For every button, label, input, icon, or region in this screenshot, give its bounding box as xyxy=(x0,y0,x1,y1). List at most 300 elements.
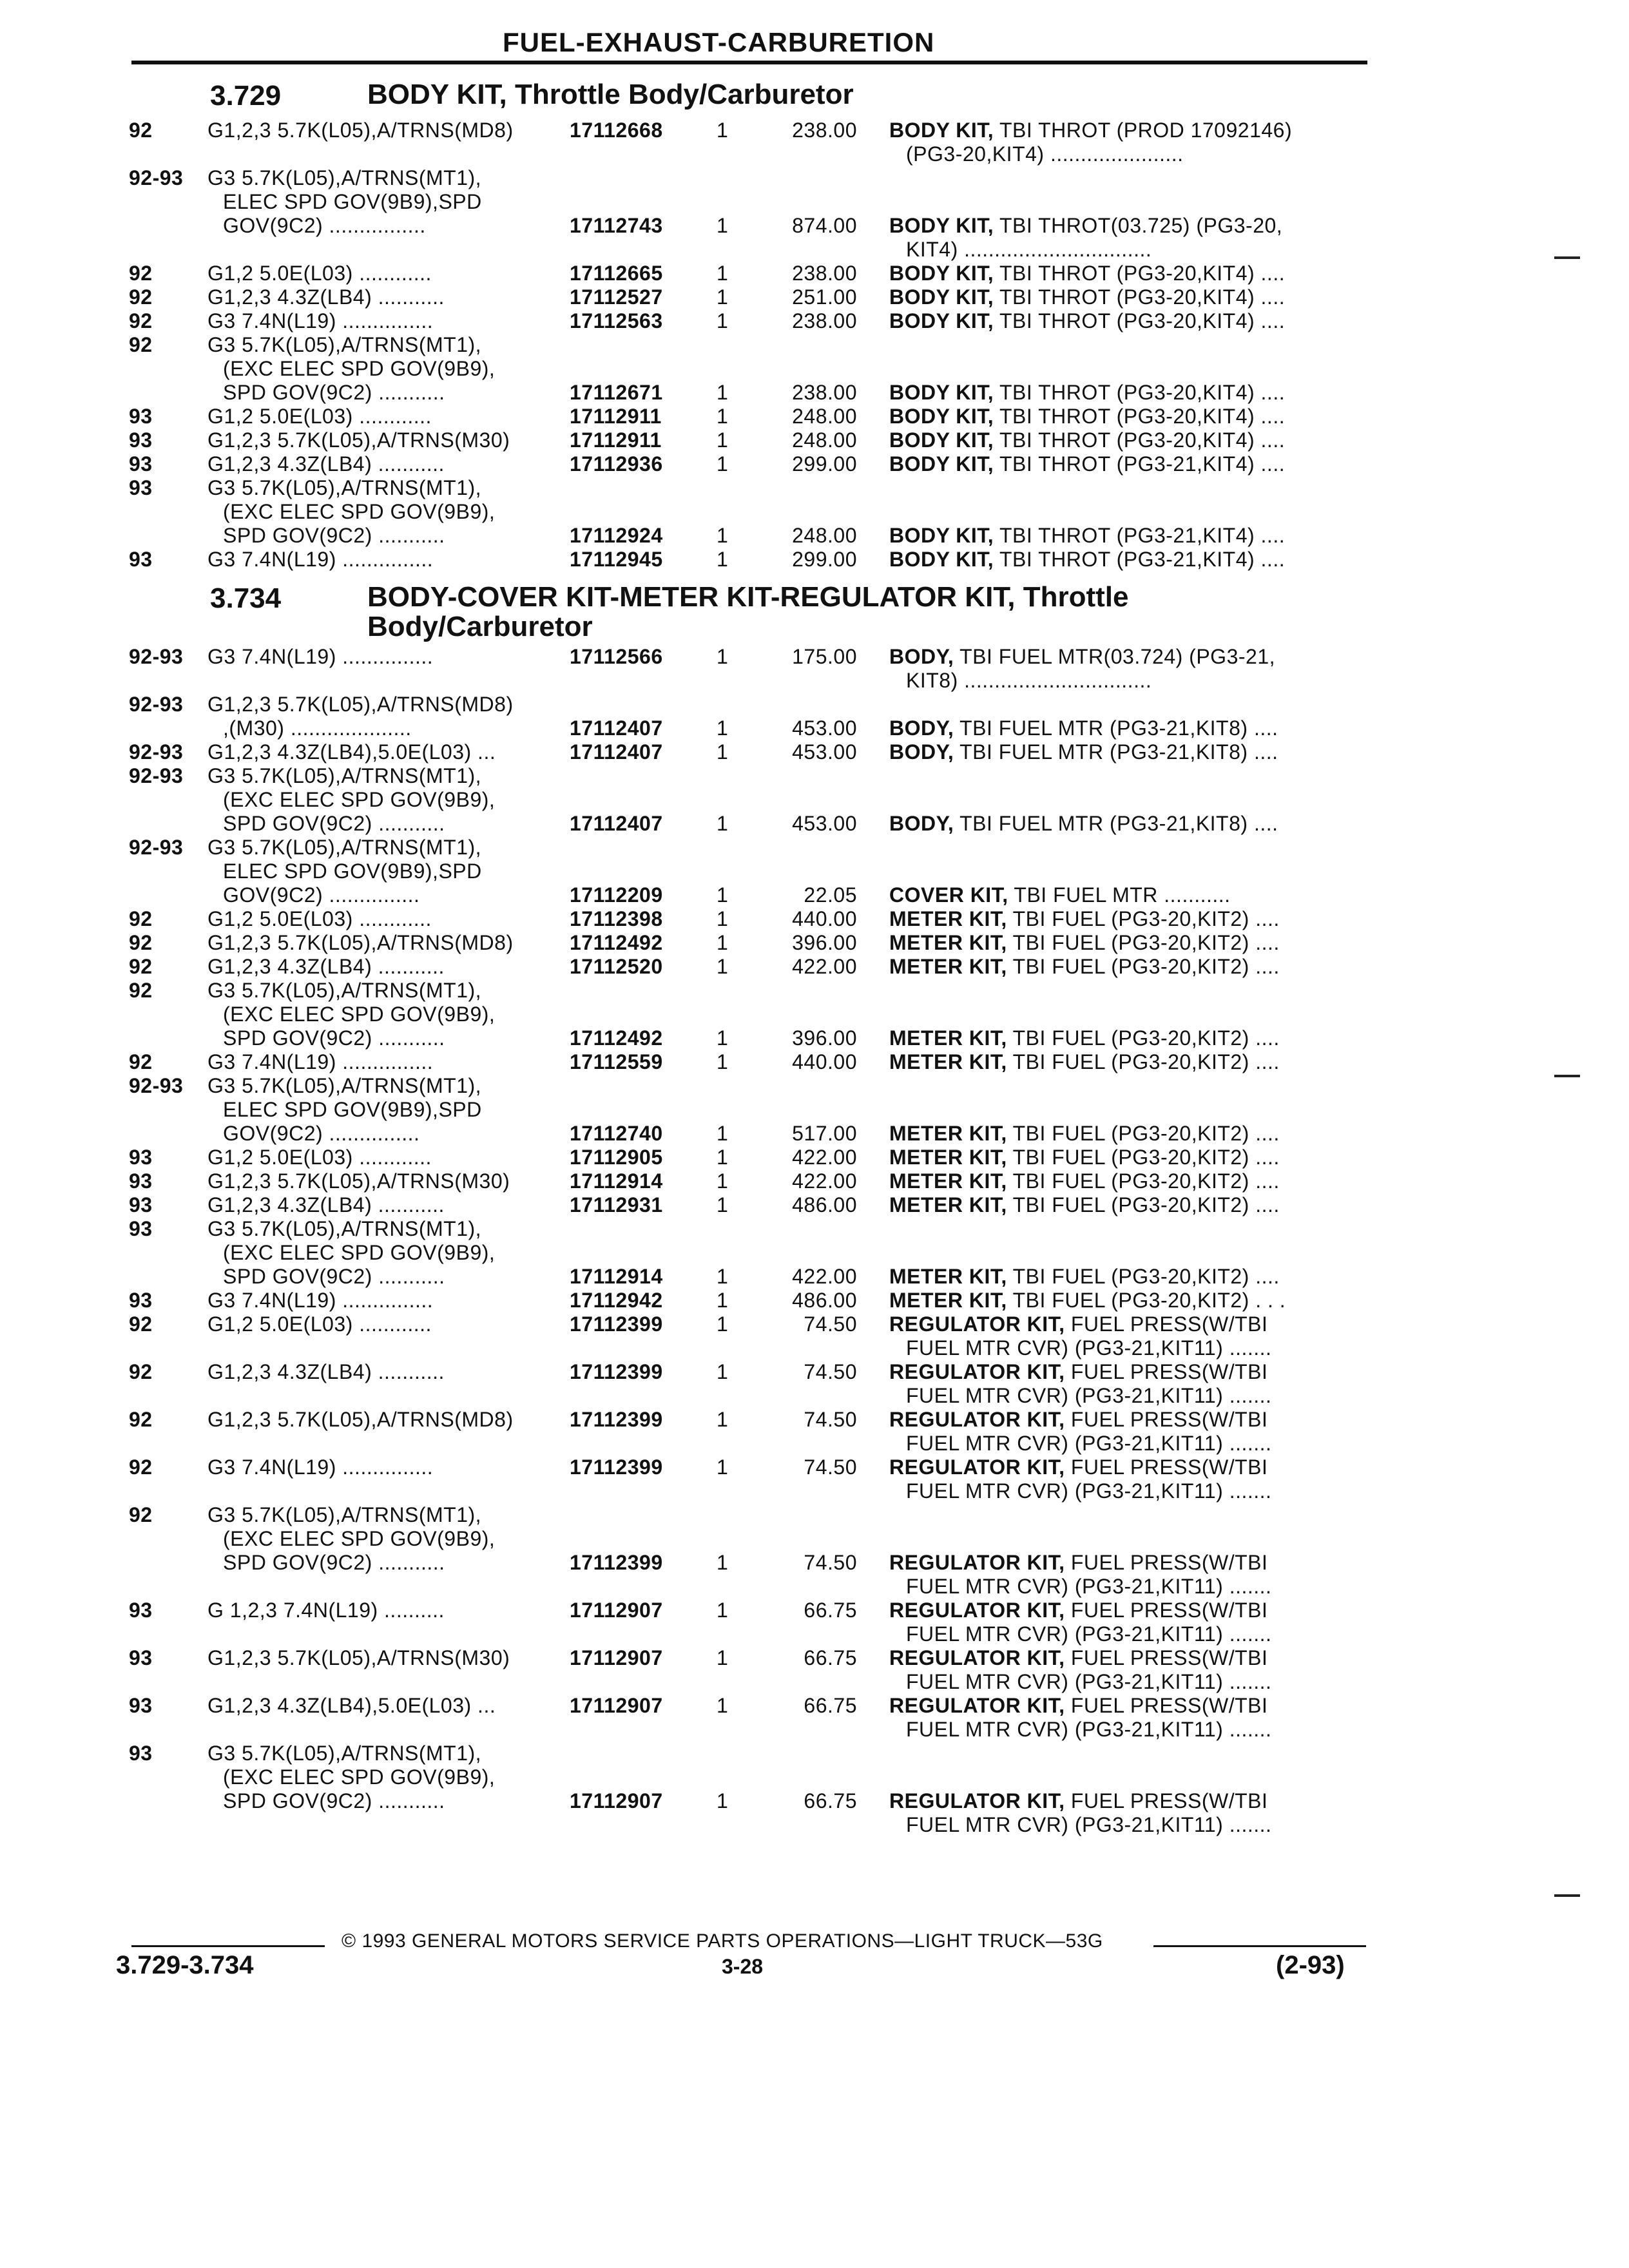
description-line xyxy=(889,1169,1366,1193)
application-line: G3 5.7K(L05),A/TRNS(MT1), xyxy=(207,476,482,499)
description-kind: METER KIT, xyxy=(889,907,1007,930)
application-line: G 1,2,3 7.4N(L19) .......... xyxy=(207,1599,445,1622)
application-line: (EXC ELEC SPD GOV(9B9), xyxy=(223,357,496,380)
price: 251.00 xyxy=(792,285,857,309)
price: 440.00 xyxy=(792,907,857,930)
description-text: TBI THROT (PG3-20,KIT4) .... xyxy=(994,381,1286,404)
model-year: 92 xyxy=(129,1312,153,1336)
part-number: 17112668 xyxy=(570,119,663,142)
description-line xyxy=(889,1789,1366,1813)
section-title xyxy=(367,582,1129,642)
section-title-line2: Body/Carburetor xyxy=(367,611,593,642)
description-text: TBI THROT (PG3-21,KIT4) .... xyxy=(994,548,1286,571)
part-number: 17112914 xyxy=(570,1169,663,1193)
application xyxy=(207,1360,555,1384)
description xyxy=(889,883,1366,907)
section-title-line1: BODY KIT, Throttle Body/Carburetor xyxy=(367,79,854,110)
description-text: TBI THROT(03.725) (PG3-20, xyxy=(994,214,1283,237)
table-row xyxy=(0,262,1629,285)
price: 238.00 xyxy=(792,381,857,404)
application-line: G3 7.4N(L19) ............... xyxy=(207,309,434,332)
quantity: 1 xyxy=(717,405,729,428)
application xyxy=(207,955,555,979)
application-line: (EXC ELEC SPD GOV(9B9), xyxy=(223,500,496,523)
application-line: (EXC ELEC SPD GOV(9B9), xyxy=(223,1003,496,1026)
description-line xyxy=(889,1575,1366,1599)
page-header-title: FUEL-EXHAUST-CARBURETION xyxy=(503,27,935,57)
description-text: FUEL PRESS(W/TBI xyxy=(1065,1646,1268,1669)
application-line: SPD GOV(9C2) ........... xyxy=(223,1551,445,1574)
application xyxy=(207,1599,555,1622)
footer-rule-left xyxy=(131,1945,325,1947)
description-text: (PG3-20,KIT4) ...................... xyxy=(906,142,1184,166)
model-year: 92-93 xyxy=(129,1074,184,1097)
price: 66.75 xyxy=(804,1646,857,1669)
application-line: G1,2,3 5.7K(L05),A/TRNS(M30) xyxy=(207,1646,510,1669)
description-text: FUEL PRESS(W/TBI xyxy=(1065,1456,1268,1479)
application-line: G1,2,3 4.3Z(LB4) ........... xyxy=(207,1360,445,1383)
description-line xyxy=(889,883,1366,907)
quantity: 1 xyxy=(717,309,729,332)
application-line: G1,2 5.0E(L03) ............ xyxy=(207,405,432,428)
description-line xyxy=(889,405,1366,428)
description-text: FUEL PRESS(W/TBI xyxy=(1065,1360,1268,1383)
footer-section-range: 3.729-3.734 xyxy=(116,1951,254,1979)
description-line xyxy=(889,214,1366,238)
description xyxy=(889,214,1366,262)
price: 422.00 xyxy=(792,1146,857,1169)
quantity: 1 xyxy=(717,381,729,404)
footer-revision-date: (2-93) xyxy=(1276,1951,1345,1979)
application-line: G1,2,3 5.7K(L05),A/TRNS(M30) xyxy=(207,428,510,452)
description xyxy=(889,262,1366,285)
application xyxy=(207,428,555,452)
part-number: 17112407 xyxy=(570,716,663,740)
description-text: TBI FUEL MTR(03.724) (PG3-21, xyxy=(954,645,1275,668)
description-line xyxy=(889,1146,1366,1169)
description-text: FUEL PRESS(W/TBI xyxy=(1065,1694,1268,1717)
description-kind: BODY, xyxy=(889,716,954,740)
application xyxy=(207,333,555,405)
part-number: 17112399 xyxy=(570,1360,663,1383)
part-number: 17112907 xyxy=(570,1599,663,1622)
description-kind: BODY KIT, xyxy=(889,119,994,142)
table-row xyxy=(0,740,1629,764)
description-kind: BODY KIT, xyxy=(889,548,994,571)
description xyxy=(889,381,1366,405)
description xyxy=(889,1169,1366,1193)
part-number: 17112911 xyxy=(570,428,662,452)
description-kind: REGULATOR KIT, xyxy=(889,1694,1065,1717)
description-kind: METER KIT, xyxy=(889,1265,1007,1288)
application xyxy=(207,645,555,669)
application-line: G1,2,3 4.3Z(LB4) ........... xyxy=(207,285,445,309)
table-row xyxy=(0,1074,1629,1146)
price: 422.00 xyxy=(792,955,857,978)
model-year: 93 xyxy=(129,1146,153,1169)
description xyxy=(889,1456,1366,1503)
description-text: FUEL MTR CVR) (PG3-21,KIT11) ....... xyxy=(906,1670,1272,1693)
table-row xyxy=(0,1360,1629,1408)
description-text: TBI THROT (PG3-20,KIT4) .... xyxy=(994,405,1286,428)
quantity: 1 xyxy=(717,645,729,668)
quantity: 1 xyxy=(717,1193,729,1216)
table-row xyxy=(0,1193,1629,1217)
table-row xyxy=(0,119,1629,166)
price: 74.50 xyxy=(804,1360,857,1383)
part-number: 17112399 xyxy=(570,1551,663,1574)
price: 453.00 xyxy=(792,740,857,764)
description-kind: BODY KIT, xyxy=(889,262,994,285)
description-line xyxy=(889,1289,1366,1312)
application xyxy=(207,1646,555,1670)
description-kind: BODY, xyxy=(889,740,954,764)
description xyxy=(889,452,1366,476)
part-number: 17112931 xyxy=(570,1193,663,1216)
application-line: G3 5.7K(L05),A/TRNS(MT1), xyxy=(207,333,482,356)
part-number: 17112911 xyxy=(570,405,662,428)
application-line: G1,2 5.0E(L03) ............ xyxy=(207,1312,432,1336)
model-year: 93 xyxy=(129,1599,153,1622)
application xyxy=(207,1289,555,1312)
application xyxy=(207,1193,555,1217)
table-row xyxy=(0,476,1629,548)
model-year: 92 xyxy=(129,309,153,332)
model-year: 92 xyxy=(129,955,153,978)
quantity: 1 xyxy=(717,1789,729,1812)
price: 238.00 xyxy=(792,262,857,285)
description-kind: METER KIT, xyxy=(889,1026,1007,1050)
table-row xyxy=(0,836,1629,907)
description-text: TBI THROT (PG3-20,KIT4) .... xyxy=(994,309,1286,332)
description-text: TBI FUEL (PG3-20,KIT2) .... xyxy=(1007,1122,1280,1145)
table-row xyxy=(0,166,1629,262)
model-year: 92 xyxy=(129,907,153,930)
model-year: 93 xyxy=(129,405,153,428)
description-text: FUEL PRESS(W/TBI xyxy=(1065,1408,1268,1431)
application-line: G1,2 5.0E(L03) ............ xyxy=(207,907,432,930)
quantity: 1 xyxy=(717,1694,729,1717)
part-number: 17112492 xyxy=(570,1026,663,1050)
description-text: FUEL PRESS(W/TBI xyxy=(1065,1551,1268,1574)
table-row xyxy=(0,1217,1629,1289)
description-text: FUEL MTR CVR) (PG3-21,KIT11) ....... xyxy=(906,1479,1272,1503)
description-kind: REGULATOR KIT, xyxy=(889,1551,1065,1574)
margin-mark xyxy=(1554,256,1580,259)
part-number: 17112520 xyxy=(570,955,663,978)
footer-rule-right xyxy=(1153,1945,1366,1947)
description-kind: BODY, xyxy=(889,812,954,835)
application-line: G3 7.4N(L19) ............... xyxy=(207,1050,434,1073)
description-text: TBI FUEL (PG3-20,KIT2) .... xyxy=(1007,1050,1280,1073)
section-number: 3.734 xyxy=(210,582,282,614)
table-row xyxy=(0,1503,1629,1599)
table-row xyxy=(0,1599,1629,1646)
application xyxy=(207,405,555,428)
application xyxy=(207,979,555,1050)
description xyxy=(889,428,1366,452)
application-line: ,(M30) .................... xyxy=(223,716,412,740)
description-text: FUEL PRESS(W/TBI xyxy=(1065,1312,1268,1336)
model-year: 92 xyxy=(129,931,153,954)
table-row xyxy=(0,1694,1629,1742)
application xyxy=(207,1456,555,1479)
description xyxy=(889,1646,1366,1694)
description-line xyxy=(889,645,1366,669)
model-year: 93 xyxy=(129,1742,153,1765)
model-year: 93 xyxy=(129,1169,153,1193)
description-text: TBI THROT (PG3-20,KIT4) .... xyxy=(994,285,1286,309)
model-year: 93 xyxy=(129,1193,153,1216)
application xyxy=(207,166,555,238)
description-kind: BODY, xyxy=(889,645,954,668)
description xyxy=(889,1789,1366,1837)
description-line xyxy=(889,119,1366,142)
application-line: G3 7.4N(L19) ............... xyxy=(207,645,434,668)
quantity: 1 xyxy=(717,119,729,142)
description-kind: BODY KIT, xyxy=(889,452,994,476)
description-line xyxy=(889,1670,1366,1694)
quantity: 1 xyxy=(717,214,729,237)
model-year: 92-93 xyxy=(129,645,184,668)
description-line xyxy=(889,1336,1366,1360)
description-text: FUEL PRESS(W/TBI xyxy=(1065,1599,1268,1622)
description-kind: REGULATOR KIT, xyxy=(889,1789,1065,1812)
application xyxy=(207,693,555,740)
model-year: 93 xyxy=(129,548,153,571)
description-line xyxy=(889,1694,1366,1718)
model-year: 92-93 xyxy=(129,166,184,189)
table-row xyxy=(0,1646,1629,1694)
model-year: 92-93 xyxy=(129,693,184,716)
application-line: G3 7.4N(L19) ............... xyxy=(207,548,434,571)
price: 66.75 xyxy=(804,1694,857,1717)
application-line: G1,2,3 4.3Z(LB4) ........... xyxy=(207,452,445,476)
table-row xyxy=(0,931,1629,955)
description xyxy=(889,1599,1366,1646)
table-row xyxy=(0,405,1629,428)
description-line xyxy=(889,1551,1366,1575)
description-line xyxy=(889,1050,1366,1074)
description xyxy=(889,1312,1366,1360)
price: 74.50 xyxy=(804,1408,857,1431)
description xyxy=(889,1193,1366,1217)
description-line xyxy=(889,812,1366,836)
description xyxy=(889,524,1366,548)
description-kind: BODY KIT, xyxy=(889,524,994,547)
table-row xyxy=(0,333,1629,405)
quantity: 1 xyxy=(717,883,729,907)
price: 486.00 xyxy=(792,1193,857,1216)
description-text: TBI FUEL (PG3-20,KIT2) .... xyxy=(1007,1265,1280,1288)
description-text: FUEL MTR CVR) (PG3-21,KIT11) ....... xyxy=(906,1813,1272,1836)
description-text: TBI FUEL (PG3-20,KIT2) .... xyxy=(1007,1026,1280,1050)
description-kind: METER KIT, xyxy=(889,931,1007,954)
model-year: 93 xyxy=(129,1694,153,1717)
description-kind: BODY KIT, xyxy=(889,381,994,404)
quantity: 1 xyxy=(717,1360,729,1383)
application xyxy=(207,1217,555,1289)
description-line xyxy=(889,931,1366,955)
table-row xyxy=(0,764,1629,836)
quantity: 1 xyxy=(717,548,729,571)
price: 22.05 xyxy=(804,883,857,907)
header-rule xyxy=(131,61,1367,64)
model-year: 92 xyxy=(129,1503,153,1526)
application-line: ELEC SPD GOV(9B9),SPD xyxy=(223,1098,482,1121)
description-line xyxy=(889,1408,1366,1432)
description xyxy=(889,716,1366,740)
quantity: 1 xyxy=(717,1026,729,1050)
description-line xyxy=(889,1718,1366,1742)
description-text: TBI FUEL (PG3-20,KIT2) .... xyxy=(1007,1193,1280,1216)
part-number: 17112907 xyxy=(570,1646,663,1669)
description-line xyxy=(889,238,1366,262)
description xyxy=(889,1122,1366,1146)
description-kind: METER KIT, xyxy=(889,1169,1007,1193)
description xyxy=(889,1408,1366,1456)
quantity: 1 xyxy=(717,1599,729,1622)
application-line: G1,2,3 4.3Z(LB4) ........... xyxy=(207,1193,445,1216)
description-line xyxy=(889,262,1366,285)
model-year: 92 xyxy=(129,262,153,285)
model-year: 92-93 xyxy=(129,836,184,859)
model-year: 92 xyxy=(129,1408,153,1431)
application-line: G1,2,3 4.3Z(LB4) ........... xyxy=(207,955,445,978)
part-number: 17112399 xyxy=(570,1312,663,1336)
quantity: 1 xyxy=(717,812,729,835)
quantity: 1 xyxy=(717,1646,729,1669)
application-line: G1,2,3 4.3Z(LB4),5.0E(L03) ... xyxy=(207,1694,496,1717)
part-number: 17112407 xyxy=(570,812,663,835)
description xyxy=(889,645,1366,693)
description-text: TBI THROT (PG3-21,KIT4) .... xyxy=(994,452,1286,476)
description-kind: REGULATOR KIT, xyxy=(889,1456,1065,1479)
application-line: G3 5.7K(L05),A/TRNS(MT1), xyxy=(207,1742,482,1765)
part-number: 17112492 xyxy=(570,931,663,954)
quantity: 1 xyxy=(717,907,729,930)
description-line xyxy=(889,1432,1366,1456)
parts-list-3-729 xyxy=(0,119,1629,572)
application xyxy=(207,931,555,955)
table-row xyxy=(0,907,1629,931)
quantity: 1 xyxy=(717,452,729,476)
model-year: 92 xyxy=(129,1050,153,1073)
price: 453.00 xyxy=(792,716,857,740)
price: 74.50 xyxy=(804,1312,857,1336)
description xyxy=(889,1551,1366,1599)
part-number: 17112936 xyxy=(570,452,663,476)
quantity: 1 xyxy=(717,1146,729,1169)
description xyxy=(889,1265,1366,1289)
description-line xyxy=(889,1265,1366,1289)
quantity: 1 xyxy=(717,1169,729,1193)
quantity: 1 xyxy=(717,1408,729,1431)
description-text: TBI FUEL (PG3-20,KIT2) .... xyxy=(1007,1146,1280,1169)
description-kind: METER KIT, xyxy=(889,955,1007,978)
price: 248.00 xyxy=(792,428,857,452)
description-line xyxy=(889,452,1366,476)
description-text: TBI THROT (PG3-21,KIT4) .... xyxy=(994,524,1286,547)
model-year: 92 xyxy=(129,1360,153,1383)
description-kind: METER KIT, xyxy=(889,1050,1007,1073)
description-line xyxy=(889,740,1366,764)
price: 74.50 xyxy=(804,1456,857,1479)
description-kind: METER KIT, xyxy=(889,1193,1007,1216)
description-line xyxy=(889,669,1366,693)
description-text: TBI THROT (PROD 17092146) xyxy=(994,119,1293,142)
price: 175.00 xyxy=(792,645,857,668)
description-line xyxy=(889,309,1366,333)
description-text: TBI THROT (PG3-20,KIT4) .... xyxy=(994,428,1286,452)
application-line: G3 5.7K(L05),A/TRNS(MT1), xyxy=(207,1217,482,1240)
application-line: ELEC SPD GOV(9B9),SPD xyxy=(223,190,482,213)
description xyxy=(889,1289,1366,1312)
application xyxy=(207,1074,555,1146)
description-text: TBI FUEL (PG3-20,KIT2) .... xyxy=(1007,1169,1280,1193)
footer-page-number: 3-28 xyxy=(722,1955,764,1978)
quantity: 1 xyxy=(717,428,729,452)
description-line xyxy=(889,1599,1366,1622)
application xyxy=(207,1312,555,1336)
application-line: SPD GOV(9C2) ........... xyxy=(223,1265,445,1288)
model-year: 92 xyxy=(129,285,153,309)
application xyxy=(207,1408,555,1432)
table-row xyxy=(0,955,1629,979)
quantity: 1 xyxy=(717,931,729,954)
price: 66.75 xyxy=(804,1789,857,1812)
model-year: 92 xyxy=(129,333,153,356)
description-text: FUEL PRESS(W/TBI xyxy=(1065,1789,1268,1812)
description-text: TBI THROT (PG3-20,KIT4) .... xyxy=(994,262,1286,285)
description-text: TBI FUEL MTR (PG3-21,KIT8) .... xyxy=(954,812,1278,835)
part-number: 17112527 xyxy=(570,285,663,309)
part-number: 17112407 xyxy=(570,740,663,764)
description xyxy=(889,812,1366,836)
description-kind: BODY KIT, xyxy=(889,428,994,452)
margin-mark xyxy=(1554,1894,1580,1897)
description-text: TBI FUEL MTR ........... xyxy=(1008,883,1231,907)
description-kind: METER KIT, xyxy=(889,1146,1007,1169)
table-row xyxy=(0,548,1629,572)
description-line xyxy=(889,716,1366,740)
description-text: KIT4) ............................... xyxy=(906,238,1152,261)
part-number: 17112665 xyxy=(570,262,663,285)
description-text: TBI FUEL (PG3-20,KIT2) .... xyxy=(1007,955,1280,978)
description xyxy=(889,931,1366,955)
quantity: 1 xyxy=(717,1122,729,1145)
description-kind: COVER KIT, xyxy=(889,883,1008,907)
description xyxy=(889,1360,1366,1408)
part-number: 17112399 xyxy=(570,1408,663,1431)
description xyxy=(889,955,1366,979)
quantity: 1 xyxy=(717,1551,729,1574)
model-year: 92 xyxy=(129,979,153,1002)
section-title xyxy=(367,80,854,110)
application-line: GOV(9C2) ............... xyxy=(223,1122,420,1145)
price: 299.00 xyxy=(792,452,857,476)
table-row xyxy=(0,452,1629,476)
table-row xyxy=(0,693,1629,740)
application-line: G1,2,3 5.7K(L05),A/TRNS(MD8) xyxy=(207,119,514,142)
application-line: (EXC ELEC SPD GOV(9B9), xyxy=(223,788,496,811)
description-line xyxy=(889,1193,1366,1217)
description-text: FUEL MTR CVR) (PG3-21,KIT11) ....... xyxy=(906,1384,1272,1407)
application-line: SPD GOV(9C2) ........... xyxy=(223,524,445,547)
application xyxy=(207,836,555,907)
table-row xyxy=(0,979,1629,1050)
description-text: FUEL MTR CVR) (PG3-21,KIT11) ....... xyxy=(906,1575,1272,1598)
